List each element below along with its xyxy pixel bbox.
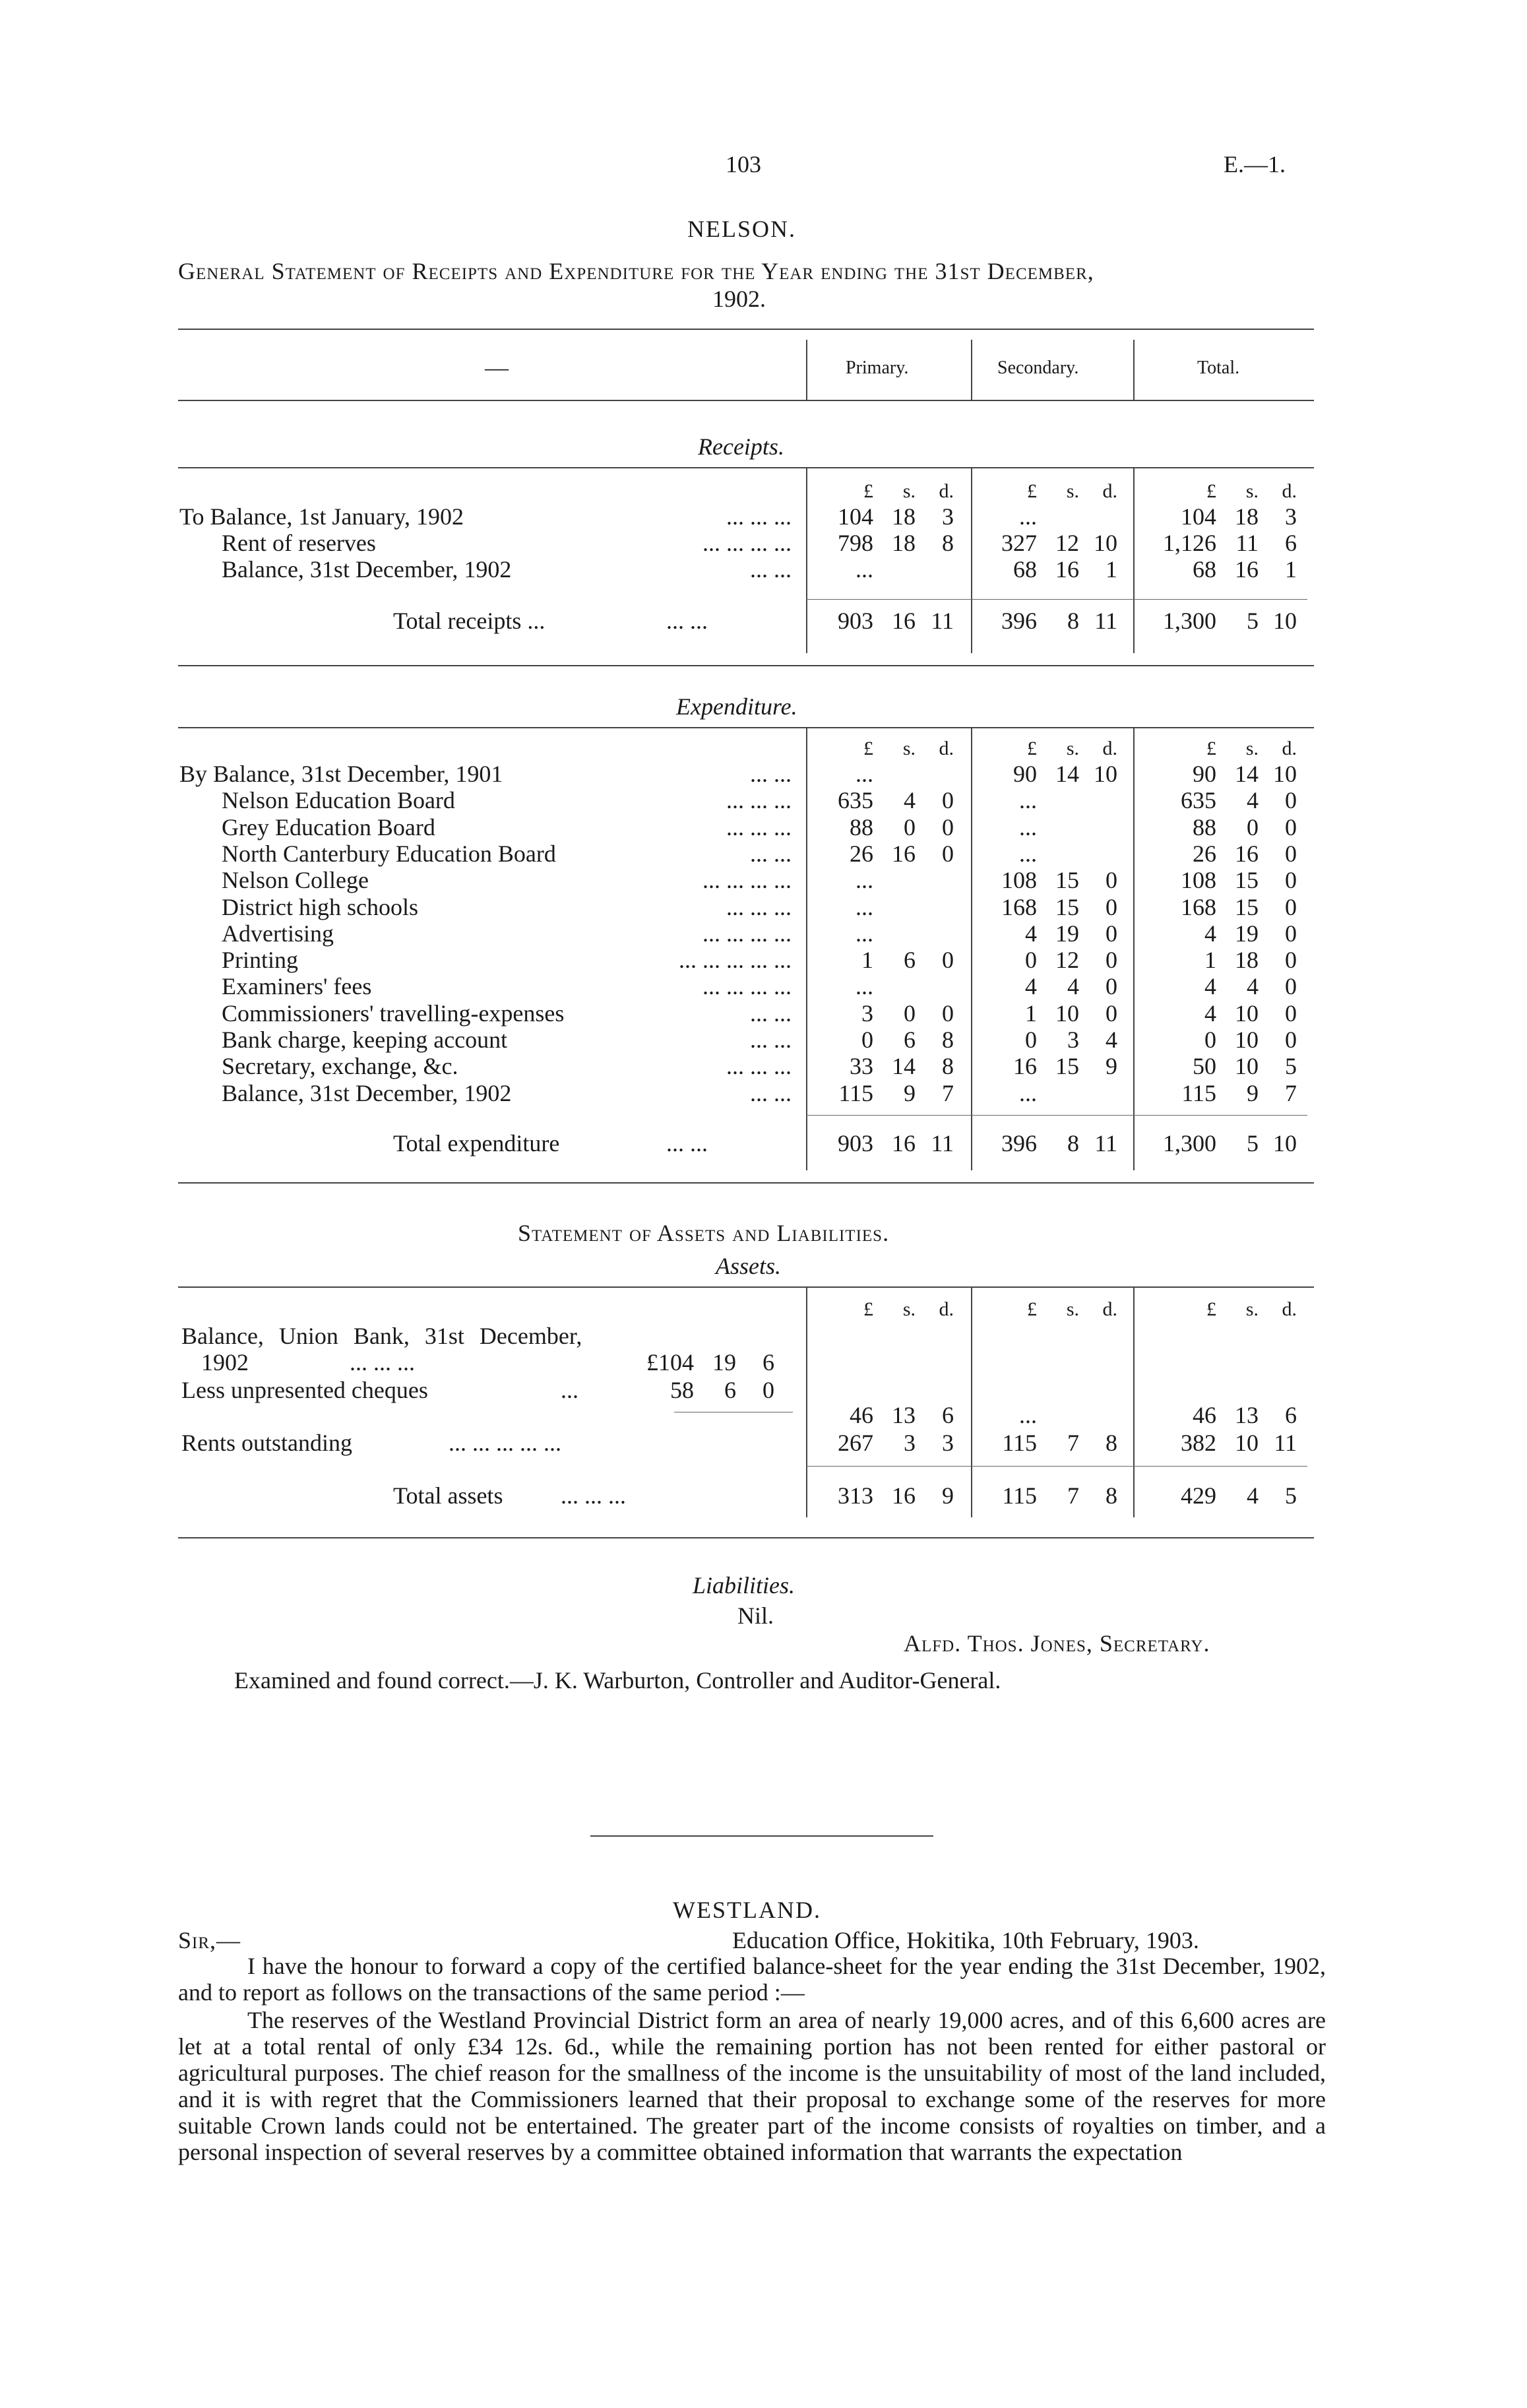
- receipts-total-secondary: 396 8 11: [1001, 608, 1117, 634]
- header-dash: —: [485, 354, 509, 381]
- col-header-total: Total.: [1197, 358, 1240, 378]
- expenditure-total-total: 1,300 5 10: [1163, 1130, 1297, 1156]
- expenditure-row-primary: 0 6 8: [861, 1027, 954, 1053]
- expenditure-row-label: By Balance, 31st December, 1901: [179, 761, 503, 787]
- assets-less-amount: 58 6 0: [670, 1377, 774, 1403]
- receipts-row-secondary: 68 16 1: [1013, 556, 1117, 583]
- expenditure-row-primary: 1 6 0: [861, 947, 954, 974]
- expenditure-row-primary: ...: [856, 761, 873, 787]
- assets-rents-total: 382 10 11: [1181, 1430, 1297, 1456]
- receipts-row-total: 68 16 1: [1193, 556, 1297, 583]
- expenditure-row-total: 50 10 5: [1193, 1053, 1297, 1080]
- receipts-total-dots: ... ...: [666, 608, 708, 634]
- expenditure-row-secondary: ...: [1019, 840, 1037, 867]
- westland-paragraph-1: I have the honour to forward a copy of the certified balance-sheet for the year ending the 31st December, 1902, and to report as follows on the transactions of the same period :—: [178, 1953, 1326, 2006]
- expenditure-total-dots: ... ...: [666, 1130, 708, 1156]
- expenditure-row-dots: ... ...: [750, 1027, 792, 1053]
- expenditure-row-secondary: 0 12 0: [1025, 947, 1117, 974]
- expenditure-row-total: 88 0 0: [1193, 813, 1297, 840]
- expenditure-row-total: 4 10 0: [1204, 999, 1297, 1027]
- expenditure-row-primary: 3 0 0: [861, 999, 954, 1027]
- expenditure-row-secondary: 1 10 0: [1025, 999, 1117, 1027]
- assets-net-secondary: ...: [1019, 1402, 1037, 1428]
- page-number: 103: [726, 151, 761, 177]
- assets-bank-year: 1902: [201, 1349, 249, 1376]
- expenditure-row-label: Bank charge, keeping account: [222, 1027, 508, 1053]
- expenditure-row-secondary: ...: [1019, 1079, 1037, 1106]
- expenditure-row-dots: ... ... ... ... ...: [679, 947, 792, 974]
- expenditure-row-primary: 88 0 0: [850, 813, 954, 840]
- receipts-row-dots: ... ... ...: [726, 503, 792, 530]
- assets-total-secondary: 115 7 8: [1002, 1482, 1117, 1509]
- westland-address: Education Office, Hokitika, 10th February, 1903.: [732, 1927, 1199, 1953]
- series-reference: E.—1.: [1224, 151, 1286, 177]
- expenditure-row-primary: 33 14 8: [850, 1053, 954, 1080]
- col-header-primary: Primary.: [846, 358, 909, 378]
- receipts-units-total: £ s. d.: [1206, 480, 1297, 502]
- expenditure-row-label: Printing: [222, 947, 299, 974]
- receipts-total-primary: 903 16 11: [838, 608, 954, 634]
- nelson-subtitle-year: 1902.: [712, 286, 766, 312]
- expenditure-row-total: 1 18 0: [1204, 947, 1297, 974]
- receipts-row-total: 104 18 3: [1181, 503, 1297, 530]
- receipts-row-primary: 798 18 8: [838, 530, 954, 556]
- receipts-row-label: To Balance, 1st January, 1902: [179, 503, 464, 530]
- assets-bank-line1: Balance, Union Bank, 31st December,: [181, 1323, 582, 1349]
- expenditure-row-label: Examiners' fees: [222, 973, 372, 1000]
- westland-title: WESTLAND.: [673, 1897, 821, 1923]
- expenditure-row-dots: ... ... ... ...: [702, 973, 792, 1000]
- expenditure-row-total: 635 4 0: [1181, 787, 1297, 814]
- expenditure-row-primary: 115 9 7: [838, 1079, 954, 1106]
- expenditure-row-dots: ... ... ...: [726, 787, 792, 814]
- expenditure-row-primary: ...: [856, 920, 873, 947]
- expenditure-units-total: £ s. d.: [1206, 738, 1297, 759]
- expenditure-row-secondary: ...: [1019, 787, 1037, 814]
- expenditure-total-secondary: 396 8 11: [1001, 1130, 1117, 1156]
- receipts-row-label: Rent of reserves: [222, 530, 376, 556]
- expenditure-row-primary: 26 16 0: [850, 840, 954, 867]
- assets-rents-secondary: 115 7 8: [1002, 1430, 1117, 1456]
- expenditure-row-label: Nelson College: [222, 867, 369, 894]
- expenditure-row-total: 0 10 0: [1204, 1027, 1297, 1053]
- expenditure-row-label: District high schools: [222, 893, 418, 920]
- expenditure-row-dots: ... ... ... ...: [702, 920, 792, 947]
- assets-liabilities-title: Statement of Assets and Liabilities.: [518, 1220, 890, 1246]
- expenditure-total-primary: 903 16 11: [838, 1130, 954, 1156]
- expenditure-row-dots: ... ...: [750, 761, 792, 787]
- expenditure-row-total: 115 9 7: [1181, 1079, 1297, 1106]
- expenditure-row-secondary: 0 3 4: [1025, 1027, 1117, 1053]
- expenditure-row-dots: ... ... ...: [726, 893, 792, 920]
- receipts-row-secondary: ...: [1019, 503, 1037, 530]
- expenditure-row-total: 26 16 0: [1193, 840, 1297, 867]
- receipts-units-primary: £ s. d.: [863, 480, 954, 502]
- expenditure-row-dots: ... ... ...: [726, 813, 792, 840]
- westland-paragraph-2: The reserves of the Westland Provincial District form an area of nearly 19,000 acres, and of this 6,600 acres are let at a total rental of only £34 12s. 6d., while the remaining portion has not been rented for either pastoral or agricultural purposes. The chief reason for the smallness of the income is the unsuitability of most of the land included, and it is with regret that the Commissioners learned that their proposal to exchange some of the reserves for more suitable Crown lands could not be entertained. The greater part of the income consists of royalties on timber, and a personal inspection of several reserves by a committee obtained information that warrants the expectation: [178, 2007, 1326, 2165]
- receipts-row-primary: ...: [856, 556, 873, 583]
- expenditure-row-label: Advertising: [222, 920, 334, 947]
- expenditure-row-label: Commissioners' travelling-expenses: [222, 999, 565, 1027]
- westland-salutation: Sir,—: [178, 1927, 241, 1953]
- receipts-row-label: Balance, 31st December, 1902: [222, 556, 512, 583]
- expenditure-row-primary: 635 4 0: [838, 787, 954, 814]
- expenditure-units-primary: £ s. d.: [863, 738, 954, 759]
- expenditure-row-label: Grey Education Board: [222, 813, 435, 840]
- expenditure-row-primary: ...: [856, 867, 873, 894]
- expenditure-row-secondary: 4 4 0: [1025, 973, 1117, 1000]
- nelson-title: NELSON.: [687, 216, 796, 242]
- expenditure-row-total: 4 4 0: [1204, 973, 1297, 1000]
- expenditure-row-label: Nelson Education Board: [222, 787, 455, 814]
- expenditure-row-secondary: 168 15 0: [1001, 893, 1117, 920]
- receipts-row-total: 1,126 11 6: [1163, 530, 1297, 556]
- receipts-row-secondary: 327 12 10: [1001, 530, 1117, 556]
- assets-net-primary: 46 13 6: [850, 1402, 954, 1428]
- auditor-note: Examined and found correct.—J. K. Warburton, Controller and Auditor-General.: [234, 1667, 1001, 1694]
- expenditure-total-label: Total expenditure: [393, 1130, 560, 1156]
- receipts-row-dots: ... ...: [750, 556, 792, 583]
- expenditure-row-dots: ... ...: [750, 999, 792, 1027]
- assets-rents-dots: ... ... ... ... ...: [449, 1430, 561, 1456]
- expenditure-row-dots: ... ...: [750, 840, 792, 867]
- assets-less-dots: ...: [561, 1377, 578, 1403]
- expenditure-row-dots: ... ...: [750, 1079, 792, 1106]
- assets-less-label: Less unpresented cheques: [181, 1377, 428, 1403]
- expenditure-row-dots: ... ... ...: [726, 1053, 792, 1080]
- receipts-row-dots: ... ... ... ...: [702, 530, 792, 556]
- expenditure-row-total: 90 14 10: [1193, 761, 1297, 787]
- expenditure-row-secondary: 108 15 0: [1001, 867, 1117, 894]
- assets-total-primary: 313 16 9: [838, 1482, 954, 1509]
- assets-total-dots: ... ... ...: [561, 1482, 626, 1509]
- expenditure-row-secondary: ...: [1019, 813, 1037, 840]
- expenditure-row-total: 4 19 0: [1204, 920, 1297, 947]
- col-header-secondary: Secondary.: [997, 358, 1079, 378]
- section-divider: [590, 1835, 933, 1837]
- expenditure-row-secondary: 90 14 10: [1013, 761, 1117, 787]
- assets-units-primary: £ s. d.: [863, 1298, 954, 1320]
- expenditure-row-total: 108 15 0: [1181, 867, 1297, 894]
- expenditure-row-total: 168 15 0: [1181, 893, 1297, 920]
- assets-rents-primary: 267 3 3: [838, 1430, 954, 1456]
- assets-net-total: 46 13 6: [1193, 1402, 1297, 1428]
- receipts-total-label: Total receipts ...: [393, 608, 545, 634]
- assets-heading: Assets.: [716, 1253, 781, 1279]
- assets-units-secondary: £ s. d.: [1027, 1298, 1117, 1320]
- receipts-total-total: 1,300 5 10: [1163, 608, 1297, 634]
- receipts-heading: Receipts.: [698, 433, 784, 460]
- assets-bank-dots: ... ... ...: [350, 1349, 415, 1376]
- expenditure-row-primary: ...: [856, 893, 873, 920]
- expenditure-row-label: North Canterbury Education Board: [222, 840, 556, 867]
- expenditure-row-primary: ...: [856, 973, 873, 1000]
- expenditure-row-secondary: 4 19 0: [1025, 920, 1117, 947]
- receipts-row-primary: 104 18 3: [838, 503, 954, 530]
- receipts-units-secondary: £ s. d.: [1027, 480, 1117, 502]
- expenditure-row-label: Secretary, exchange, &c.: [222, 1053, 458, 1080]
- assets-total-label: Total assets: [393, 1482, 503, 1509]
- expenditure-row-secondary: 16 15 9: [1013, 1053, 1117, 1080]
- expenditure-heading: Expenditure.: [676, 693, 797, 720]
- secretary-signature: Alfd. Thos. Jones, Secretary.: [904, 1630, 1210, 1657]
- assets-total-total: 429 4 5: [1181, 1482, 1297, 1509]
- nelson-subtitle: General Statement of Receipts and Expenditure for the Year ending the 31st December,: [178, 258, 1094, 284]
- expenditure-units-secondary: £ s. d.: [1027, 738, 1117, 759]
- liabilities-value: Nil.: [737, 1602, 774, 1629]
- assets-units-total: £ s. d.: [1206, 1298, 1297, 1320]
- expenditure-row-dots: ... ... ... ...: [702, 867, 792, 894]
- assets-bank-amount: £104 19 6: [646, 1349, 774, 1376]
- liabilities-heading: Liabilities.: [693, 1572, 795, 1599]
- assets-rents-label: Rents outstanding: [181, 1430, 352, 1456]
- expenditure-row-label: Balance, 31st December, 1902: [222, 1079, 512, 1106]
